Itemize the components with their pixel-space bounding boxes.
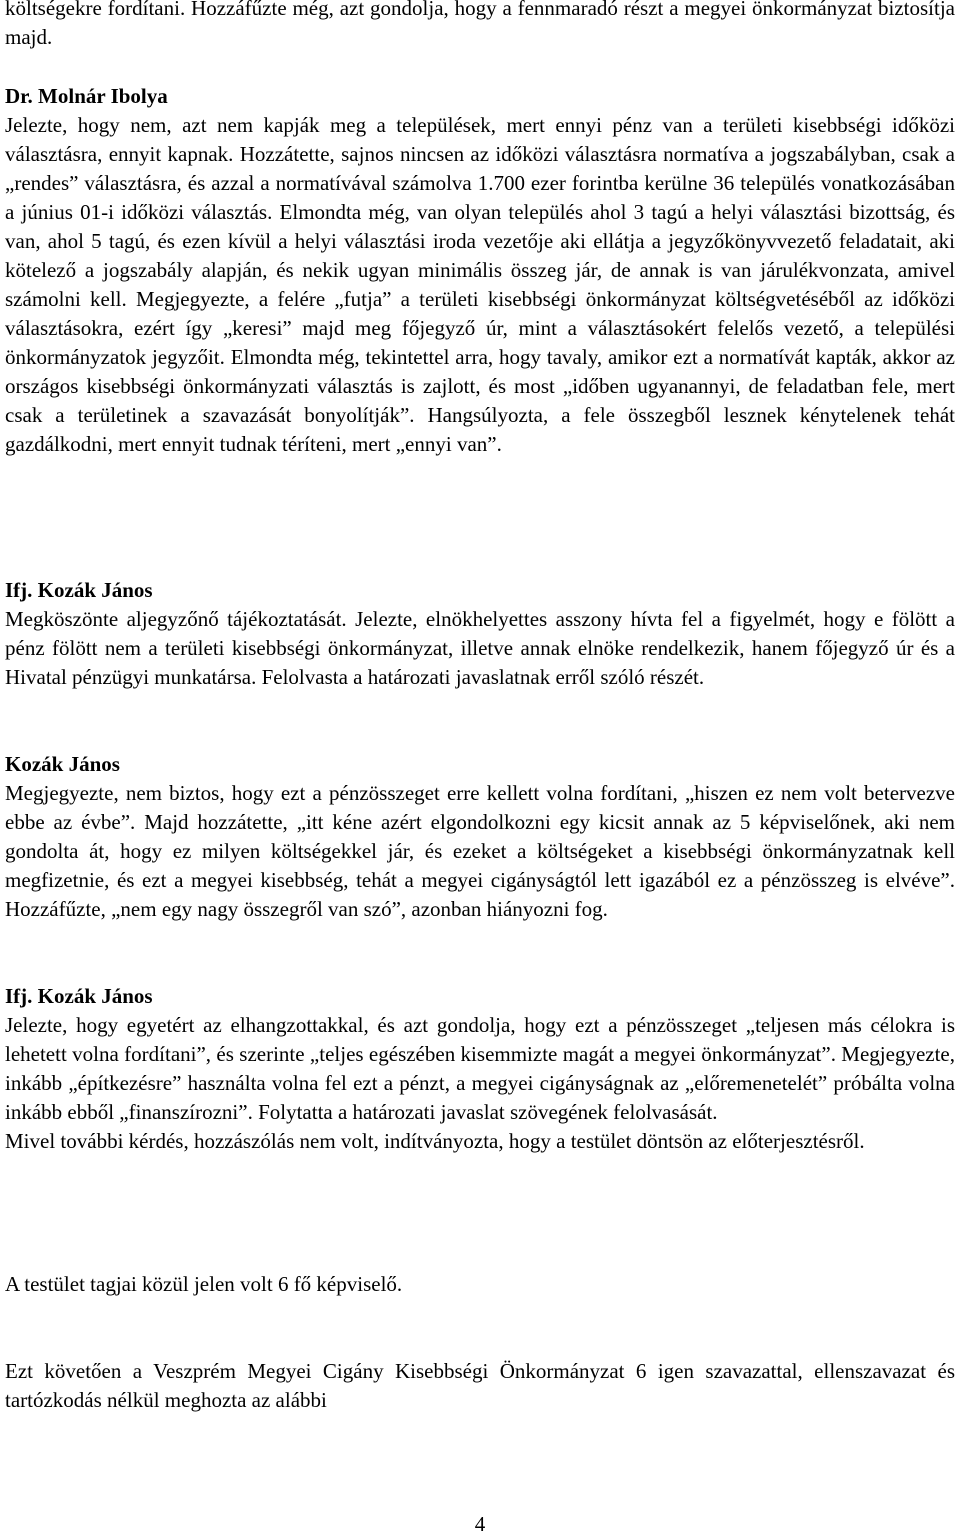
vote-statement — [5, 1357, 955, 1415]
speech-kozak-janos — [5, 750, 955, 924]
speech-text: Jelezte, hogy egyetért az elhangzottakkal, és azt gondolja, hogy ezt a pénzösszeget „teljesen más célokra is lehetett volna fordítani”, és szerinte „teljes egészében kisemmizte magát a megyei önkormányzat”. Megjegyezte, inkább „építkezésre” használta volna fel ezt a pénzt, a megyei cigányságnak az „előremenetelét” próbálta volna inkább ebből „finanszírozni”. Folytatta a határozati javaslat szövegének felolvasását. — [5, 1013, 955, 1124]
speech-ifj-kozak-janos-1 — [5, 576, 955, 692]
speaker-name: Dr. Molnár Ibolya — [5, 84, 168, 108]
paragraph-text: Ezt követően a Veszprém Megyei Cigány Kisebbségi Önkormányzat 6 igen szavazattal, ellenszavazat és tartózkodás nélkül meghozta az alábbi — [5, 1359, 955, 1412]
speaker-name: Ifj. Kozák János — [5, 578, 153, 602]
paragraph-text: A testület tagjai közül jelen volt 6 fő képviselő. — [5, 1272, 403, 1296]
speaker-name: Kozák János — [5, 752, 120, 776]
paragraph-text: költségekre fordítani. Hozzáfűzte még, azt gondolja, hogy a fennmaradó részt a megyei önkormányzat biztosítja majd. — [5, 0, 955, 49]
speaker-name: Ifj. Kozák János — [5, 984, 153, 1008]
speech-text: Megköszönte aljegyzőnő tájékoztatását. Jelezte, elnökhelyettes asszony hívta fel a figyelmét, hogy e fölött a pénz fölött nem a területi kisebbségi önkormányzat, illetve annak elnöke rendelkezik, hanem főjegyző úr és a Hivatal pénzügyi munkatársa. Felolvasta a határozati javaslatnak erről szóló részét. — [5, 607, 955, 689]
speech-ifj-kozak-janos-2 — [5, 982, 955, 1156]
page-number: 4 — [474, 1512, 486, 1536]
speech-text: Jelezte, hogy nem, azt nem kapják meg a települések, mert ennyi pénz van a területi kisebbségi időközi választásra, ennyit kapnak. Hozzátette, sajnos nincsen az időközi választásra normatíva a jogszabályban, csak a „rendes” választásra, és azzal a normatívával számolva 1.700 ezer forintba kerülne 36 település vonatkozásában a június 01-i időközi választás. Elmondta még, van olyan település ahol 3 tagú a helyi választási bizottság, és van, ahol 5 tagú, és ezen kívül a helyi választási iroda vezetője aki ellátja a jegyzőkönyvvezető feladatait, aki kötelező a jogszabály alapján, és nekik ugyan minimális összeg jár, de annak is van járulékvonzata, amivel számolni kell. Megjegyezte, a felére „futja” a területi kisebbségi önkormányzat költségvetéséből az időközi választásokra, ezért így „keresi” majd meg főjegyző úr, mint a választásokért felelős vezető, a települési önkormányzatok jegyzőit. Elmondta még, tekintettel arra, hogy tavaly, amikor ezt a normatívát kapták, akkor az országos kisebbségi önkormányzati választás is zajlott, és most „időben ugyanannyi, de feladatban fele, mert csak a területinek a szavazását bonyolítják”. Hangsúlyozta, a fele összegből lesznek kénytelenek tehát gazdálkodni, mert ennyit tudnak téríteni, mert „ennyi van”. — [5, 113, 955, 456]
speech-text: Megjegyezte, nem biztos, hogy ezt a pénzösszeget erre kellett volna fordítani, „hiszen ez nem volt betervezve ebbe az évbe”. Majd hozzátette, „itt kéne azért elgondolkozni egy kicsit annak az 5 képviselőnek, aki nem gondolta át, hogy ez milyen költségekkel jár, és ezeket a költségeket a kisebbségi önkormányzatnak kell megfizetnie, és ezt a megyei kisebbség, tehát a megyei cigányságtól lett igazából ez a pénzösszeg is elvéve”. Hozzáfűzte, „nem egy nagy összegről van szó”, azonban hiányozni fog. — [5, 781, 955, 921]
motion-text: Mivel további kérdés, hozzászólás nem volt, indítványozta, hogy a testület döntsön az előterjesztésről. — [5, 1129, 865, 1153]
speech-molnar-ibolya — [5, 82, 955, 459]
paragraph-intro — [5, 0, 955, 52]
attendance-statement — [5, 1270, 955, 1299]
